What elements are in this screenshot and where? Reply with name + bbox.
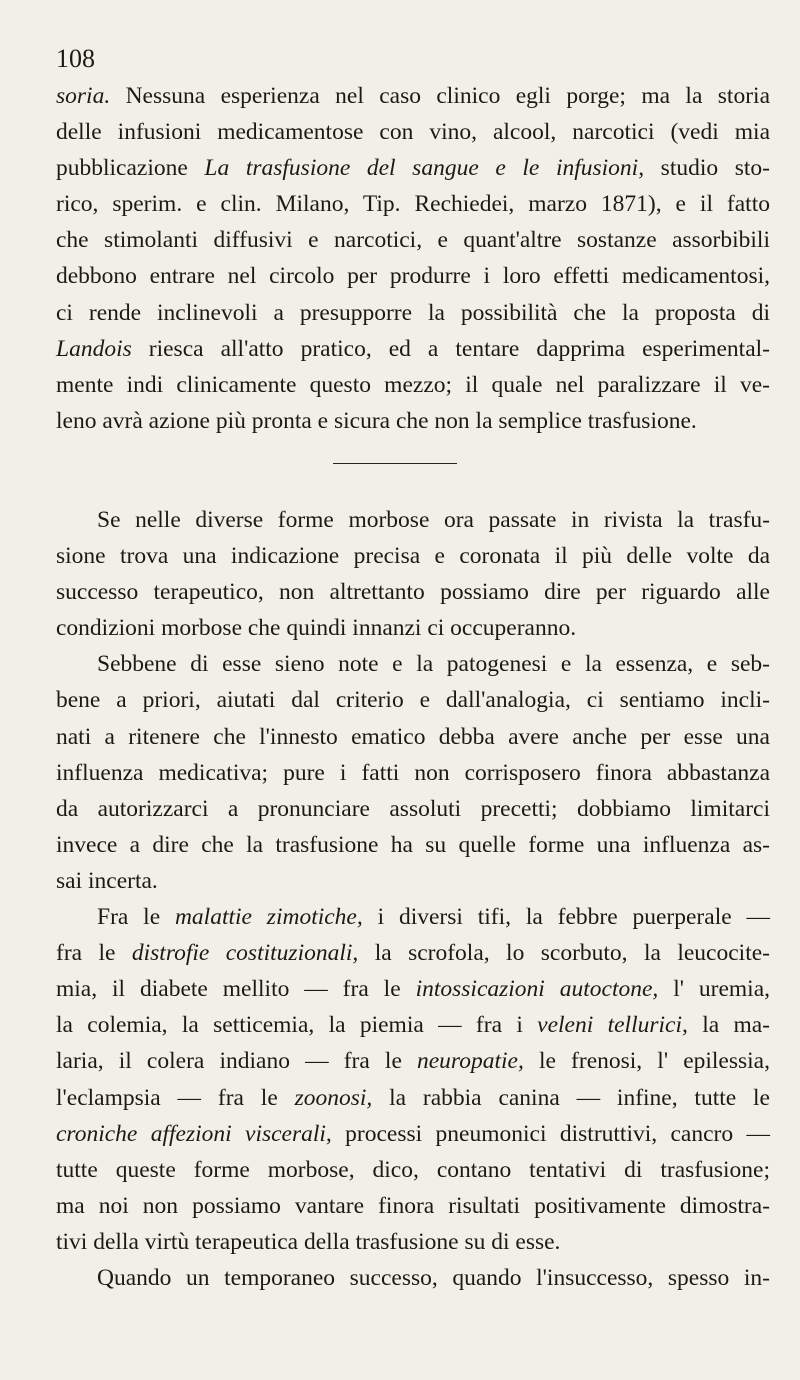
text-line — [56, 1260, 770, 1296]
text-line — [56, 971, 770, 1007]
text-line — [56, 222, 770, 258]
text-run: debbono entrare nel circolo per produrre i loro effetti medicamentosi, — [56, 263, 770, 290]
text-run: i diversi tifi, la febbre puerperale — — [362, 904, 770, 931]
italic-term: veleni tellurici, — [537, 1012, 688, 1039]
text-run: invece a dire che la trasfusione ha su quelle forme una influenza as- — [56, 831, 770, 858]
text-line — [56, 502, 770, 538]
text-line — [56, 331, 770, 367]
text-run: la colemia, la setticemia, la piemia — fra i — [56, 1012, 538, 1039]
text-line — [56, 78, 770, 114]
section-divider — [333, 463, 457, 464]
text-line — [56, 150, 770, 186]
paragraph-blood-infusion — [56, 78, 770, 439]
italic-term: intossicazioni autoctone, — [415, 976, 659, 1003]
text-line — [56, 1224, 770, 1260]
text-line — [56, 646, 770, 682]
italic-term: distrofie costituzionali, — [131, 940, 359, 967]
text-run: mia, il diabete mellito — fra le — [56, 976, 416, 1003]
text-line — [56, 863, 770, 899]
text-line — [56, 1116, 770, 1152]
text-run: l' uremia, — [658, 976, 771, 1003]
text-line — [56, 1007, 770, 1043]
text-run: bene a priori, aiutati dal criterio e dall'analogia, ci sentiamo incli- — [56, 687, 770, 714]
text-run: ci rende inclinevoli a presupporre la possibilità che la proposta di — [56, 299, 770, 326]
text-line — [56, 1080, 770, 1116]
text-run: successo terapeutico, non altrettanto possiamo dire per riguardo alle — [56, 579, 770, 606]
italic-term: soria. — [56, 83, 111, 109]
text-line — [56, 1188, 770, 1224]
text-line — [56, 899, 770, 935]
text-line — [56, 755, 770, 791]
text-line — [56, 538, 770, 574]
text-line — [56, 791, 770, 827]
text-line — [56, 114, 770, 150]
text-line — [56, 935, 770, 971]
text-run: le frenosi, l' epilessia, — [523, 1048, 770, 1075]
italic-term: neuropatie, — [417, 1048, 524, 1075]
text-run: tivi della virtù terapeutica della trasfusione su di esse. — [56, 1228, 561, 1255]
text-run: che stimolanti diffusivi e narcotici, e quant'altre sostanze assorbibili — [56, 227, 770, 254]
text-line — [56, 574, 770, 610]
text-run: processi pneumonici distruttivi, cancro — — [331, 1120, 770, 1147]
page-number: 108 — [56, 44, 95, 73]
text-run: Nessuna esperienza nel caso clinico egli porge; ma la storia — [110, 83, 770, 109]
text-run: la rabbia canina — infine, tutte le — [372, 1084, 770, 1111]
text-run: studio sto- — [644, 155, 770, 182]
text-run: la scrofola, lo scorbuto, la leucocite- — [358, 940, 770, 967]
text-run: mente indi clinicamente questo mezzo; il quale nel paralizzare il ve- — [56, 371, 770, 398]
text-line — [56, 367, 770, 403]
text-line — [56, 827, 770, 863]
text-run: ma noi non possiamo vantare finora risultati positivamente dimostra- — [56, 1192, 770, 1219]
text-line — [56, 258, 770, 294]
text-run: nati a ritenere che l'innesto ematico debba avere anche per esse una — [56, 723, 770, 750]
text-line — [56, 682, 770, 718]
text-run: delle infusioni medicamentose con vino, alcool, narcotici (vedi mia — [56, 119, 770, 146]
text-line — [56, 403, 770, 439]
text-run: Quando un temporaneo successo, quando l'insuccesso, spesso in- — [97, 1264, 770, 1291]
text-run: riesca all'atto pratico, ed a tentare dapprima esperimental- — [131, 335, 770, 362]
text-run: leno avrà azione più pronta e sicura che non la semplice trasfusione. — [56, 407, 697, 434]
text-run: influenza medicativa; pure i fatti non corrisposero finora abbastanza — [56, 759, 770, 786]
text-run: la ma- — [687, 1012, 770, 1039]
italic-term: Landois — [56, 335, 132, 362]
text-line — [56, 186, 770, 222]
text-run: pubblicazione — [56, 155, 205, 182]
text-run: condizioni morbose che quindi innanzi ci occuperanno. — [56, 615, 577, 642]
text-run: da autorizzarci a pronunciare assoluti precetti; dobbiamo limitarci — [56, 795, 770, 822]
text-run: Se nelle diverse forme morbose ora passate in rivista la trasfu- — [97, 507, 770, 533]
italic-term: malattie zimotiche, — [174, 904, 363, 931]
text-line — [56, 295, 770, 331]
text-run: laria, il colera indiano — fra le — [56, 1048, 417, 1075]
italic-term: La trasfusione del sangue e le infusioni, — [204, 155, 645, 182]
text-run: Sebbene di esse sieno note e la patogenesi e la essenza, e seb- — [97, 651, 770, 678]
text-line — [56, 610, 770, 646]
text-run: fra le — [56, 940, 132, 967]
text-line — [56, 1152, 770, 1188]
italic-term: zoonosi, — [294, 1084, 373, 1111]
italic-term: croniche affezioni viscerali, — [56, 1120, 332, 1147]
text-line — [56, 719, 770, 755]
text-run: rico, sperim. e clin. Milano, Tip. Rechiedei, marzo 1871), e il fatto — [56, 191, 770, 218]
paragraph-morbid-conditions — [56, 502, 770, 1296]
text-run: l'eclampsia — fra le — [56, 1084, 295, 1111]
text-run: Fra le — [97, 904, 175, 931]
text-run: sione trova una indicazione precisa e coronata il più delle volte da — [56, 543, 770, 570]
text-run: tutte queste forme morbose, dico, contano tentativi di trasfusione; — [56, 1156, 770, 1183]
text-run: sai incerta. — [56, 867, 158, 894]
text-line — [56, 1043, 770, 1079]
